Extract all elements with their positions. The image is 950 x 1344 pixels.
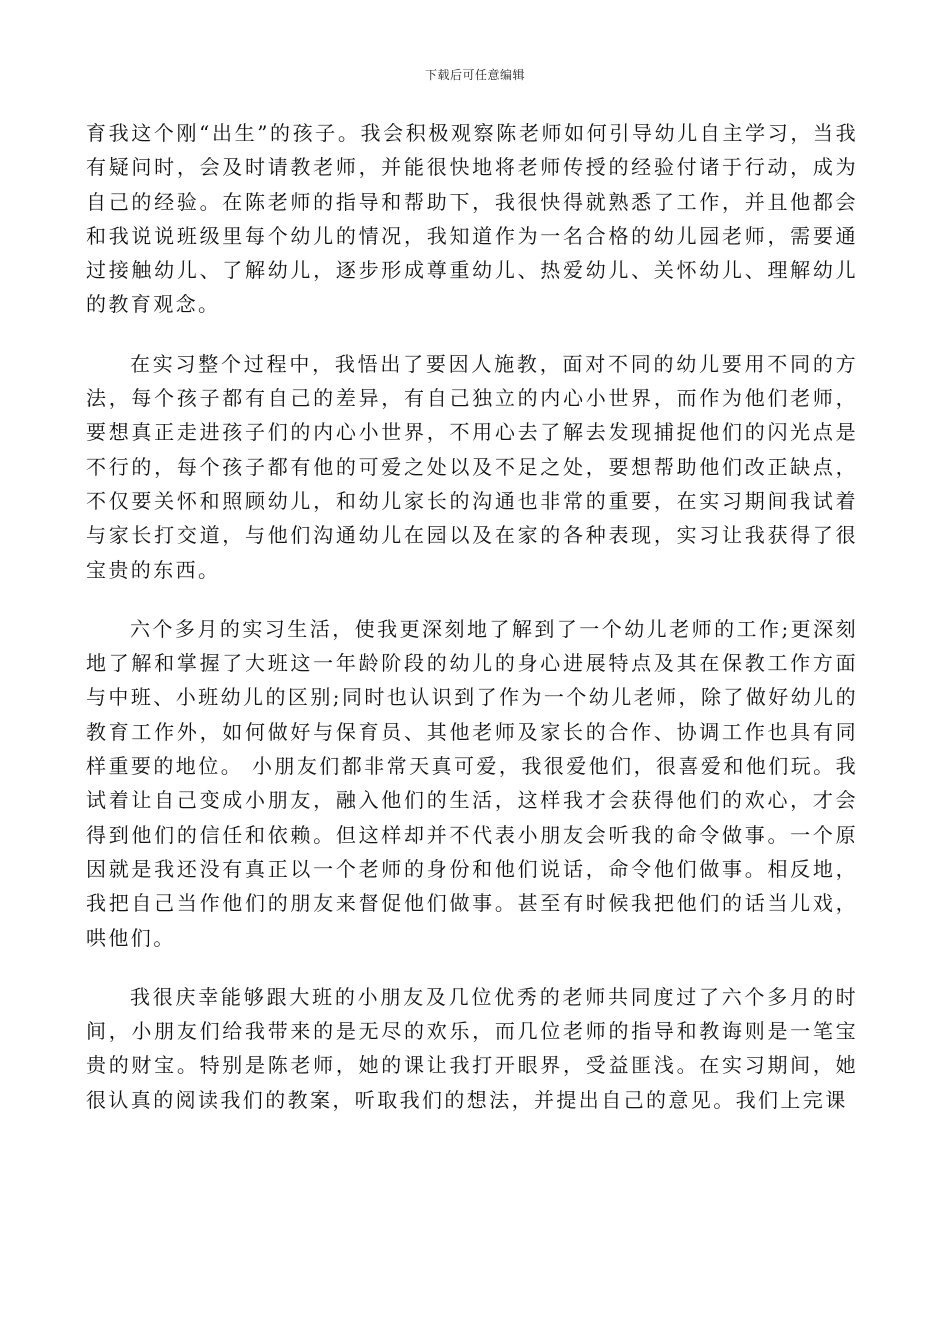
paragraph-4: 我很庆幸能够跟大班的小朋友及几位优秀的老师共同度过了六个多月的时间，小朋友们给我带来的是无尽的欢乐，而几位老师的指导和教诲则是一笔宝贵的财宝。特别是陈老师，她的课让我打开眼界，受益匪浅。在实习期间，她很认真的阅读我们的教案，听取我们的想法，并提出自己的意见。我们上完课 [86,984,858,1112]
paragraph-1: 育我这个刚“出生”的孩子。我会积极观察陈老师如何引导幼儿自主学习，当我有疑问时，会及时请教老师，并能很快地将老师传授的经验付诸于行动，成为自己的经验。在陈老师的指导和帮助下，我很快得就熟悉了工作，并且他都会和我说说班级里每个幼儿的情况，我知道作为一名合格的幼儿园老师，需要通过接触幼儿、了解幼儿，逐步形成尊重幼儿、热爱幼儿、关怀幼儿、理解幼儿的教育观念。 [86,121,858,317]
paragraph-3: 六个多月的实习生活，使我更深刻地了解到了一个幼儿老师的工作;更深刻地了解和掌握了大班这一年龄阶段的幼儿的身心进展特点及其在保教工作方面与中班、小班幼儿的区别;同时也认识到了作为一个幼儿老师，除了做好幼儿的教育工作外，如何做好与保育员、其他老师及家长的合作、协调工作也具有同样重要的地位。 小朋友们都非常天真可爱，我很爱他们，很喜爱和他们玩。我试着让自己变成小朋友，融入他们的生活，这样我才会获得他们的欢心，才会得到他们的信任和依赖。但这样却并不代表小朋友会听我的命令做事。一个原因就是我还没有真正以一个老师的身份和他们说话，命令他们做事。相反地，我把自己当作他们的朋友来督促他们做事。甚至有时候我把他们的话当儿戏，哄他们。 [86,616,858,950]
document-body [86,116,858,1117]
header-note: 下载后可任意编辑 [424,68,525,82]
paragraph-2: 在实习整个过程中，我悟出了要因人施教，面对不同的幼儿要用不同的方法，每个孩子都有自己的差异，有自己独立的内心小世界，而作为他们老师，要想真正走进孩子们的内心小世界，不用心去了解去发现捕捉他们的闪光点是不行的，每个孩子都有他的可爱之处以及不足之处，要想帮助他们改正缺点，不仅要关怀和照顾幼儿，和幼儿家长的沟通也非常的重要，在实习期间我试着与家长打交道，与他们沟通幼儿在园以及在家的各种表现，实习让我获得了很宝贵的东西。 [86,351,858,582]
